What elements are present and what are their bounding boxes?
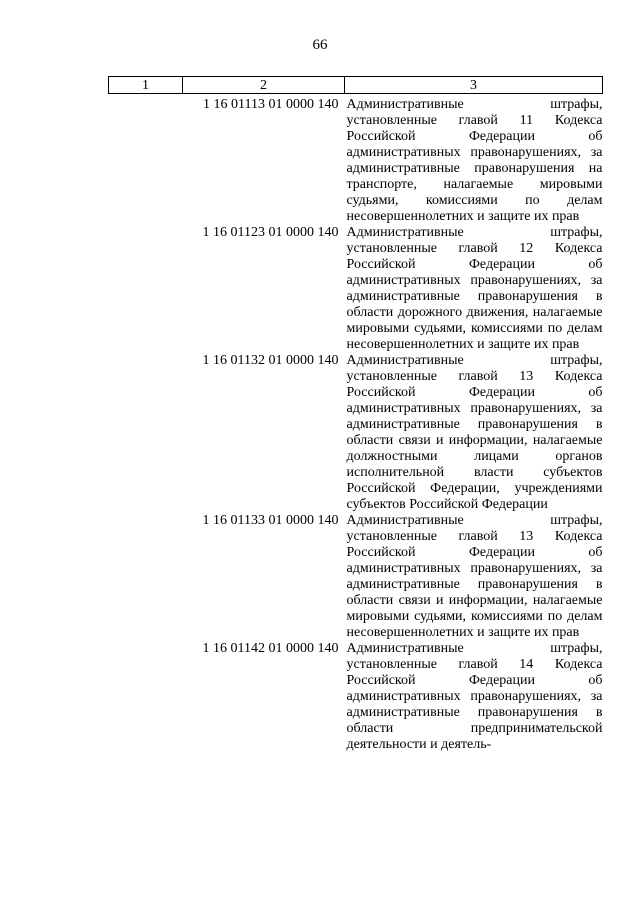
table-row — [109, 353, 603, 513]
budget-code-cell: 1 16 01133 01 0000 140 — [202, 513, 339, 528]
table-header — [109, 77, 603, 94]
table-row — [109, 225, 603, 353]
description-cell: Административные штрафы, установленные главой 12 Кодекса Российской Федерации об административных правонарушениях, за административные правонарушения в области дорожного движения, налагаемые мировыми судьями, комиссиями по делам несовершеннолетних и защите их прав — [346, 225, 603, 352]
description-cell: Административные штрафы, установленные главой 13 Кодекса Российской Федерации об административных правонарушениях, за административные правонарушения в области связи и информации, налагаемые должностными лицами органов исполнительной власти субъектов Российской Федерации, учреждениями субъектов Российской Федерации — [346, 353, 603, 512]
row-col1-cell — [109, 94, 183, 226]
description-cell: Административные штрафы, установленные главой 13 Кодекса Российской Федерации об административных правонарушениях, за административные правонарушения в области связи и информации, налагаемые мировыми судьями, комиссиями по делам несовершеннолетних и защите их прав — [346, 513, 603, 640]
description-cell: Административные штрафы, установленные главой 11 Кодекса Российской Федерации об административных правонарушениях, за административные правонарушения на транспорте, налагаемые мировыми судьями, комиссиями по делам несовершеннолетних и защите их прав — [346, 97, 603, 224]
column-header-2: 2 — [183, 77, 345, 94]
row-col1-cell — [109, 513, 183, 641]
description-cell: Административные штрафы, установленные главой 14 Кодекса Российской Федерации об административных правонарушениях, за административные правонарушения в области предпринимательской деятельности и деятель- — [346, 641, 603, 752]
budget-code-cell: 1 16 01123 01 0000 140 — [202, 225, 339, 240]
table-row — [109, 94, 603, 226]
budget-code-cell: 1 16 01113 01 0000 140 — [203, 97, 339, 112]
page-number: 66 — [312, 37, 328, 53]
budget-code-cell: 1 16 01142 01 0000 140 — [202, 641, 339, 656]
row-col1-cell — [109, 353, 183, 513]
column-header-3: 3 — [345, 77, 603, 94]
table-row — [109, 513, 603, 641]
row-col1-cell — [109, 641, 183, 753]
table-row — [109, 641, 603, 753]
revenue-codes-table — [108, 76, 603, 753]
column-header-1: 1 — [109, 77, 183, 94]
table-body — [109, 94, 603, 754]
row-col1-cell — [109, 225, 183, 353]
budget-code-cell: 1 16 01132 01 0000 140 — [202, 353, 339, 368]
header-row — [109, 77, 603, 94]
